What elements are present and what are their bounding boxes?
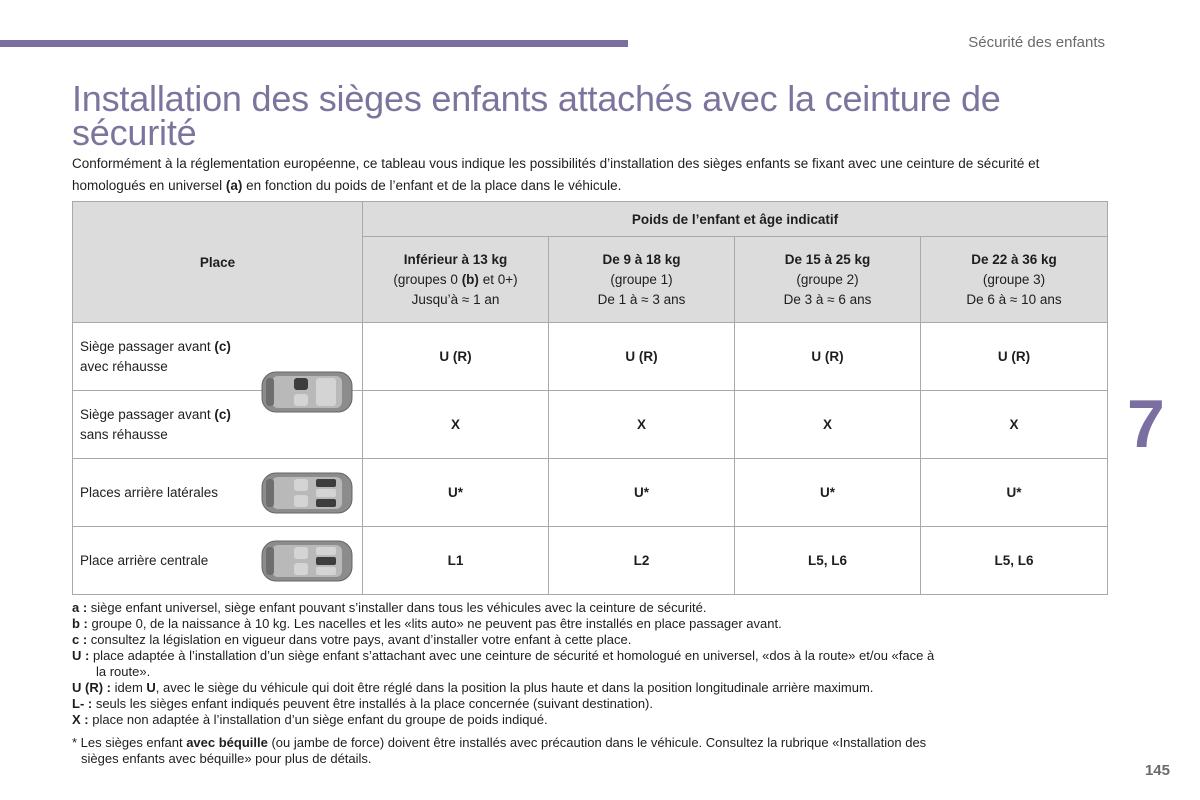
- car-top-view-rear-side-seats-icon: [258, 469, 356, 517]
- column-group: (groupe 1): [610, 271, 673, 287]
- column-header: [921, 237, 1108, 323]
- legend-notes: [72, 600, 1112, 728]
- footnote-line-continued: sièges enfants avec béquille» pour plus de détails.: [81, 751, 372, 766]
- place-label: Places arrière latérales: [80, 484, 219, 500]
- weight-header: Poids de l’enfant et âge indicatif: [363, 202, 1108, 237]
- column-group-text: (groupes 0: [393, 271, 462, 287]
- place-cell: [73, 323, 363, 391]
- legend-note: [72, 696, 1112, 712]
- column-group: (groupe 2): [796, 271, 859, 287]
- legend-note: [72, 712, 1112, 728]
- legend-note: [72, 648, 1112, 664]
- table-cell: U*: [735, 459, 921, 527]
- legend-key: L- :: [72, 696, 93, 711]
- place-detail: sans réhausse: [80, 426, 168, 442]
- intro-text-start: Conformément à la réglementation européenne, ce tableau vous indique les possibilités d’installation des sièges enfants se fixant avec une ceinture de sécurité et homologués en universel: [72, 156, 1040, 193]
- table-cell: L1: [363, 527, 549, 595]
- legend-key: b :: [72, 616, 88, 631]
- place-name: Siège passager avant: [80, 338, 215, 354]
- top-accent-bar: [0, 40, 628, 47]
- table-row: [73, 323, 1108, 391]
- table-cell: U*: [363, 459, 549, 527]
- column-age: Jusqu’à ≈ 1 an: [411, 291, 500, 307]
- legend-note-continued: la route».: [96, 664, 151, 679]
- table-cell: L5, L6: [735, 527, 921, 595]
- page-number: 145: [1144, 762, 1170, 779]
- legend-note: [72, 680, 1112, 696]
- footnote-line: [72, 735, 1112, 751]
- section-header: Sécurité des enfants: [968, 34, 1105, 51]
- intro-paragraph: [72, 153, 1112, 197]
- place-cell: [73, 527, 363, 595]
- column-group: (groupe 3): [982, 271, 1046, 287]
- column-weight: De 22 à 36 kg: [971, 251, 1057, 267]
- legend-text: , avec le siège du véhicule qui doit être réglé dans la position la plus haute et dans la position longitudinale arrière maximum.: [155, 680, 874, 695]
- legend-key: a :: [72, 600, 88, 615]
- place-header: Place: [73, 202, 363, 323]
- place-ref: (c): [214, 338, 231, 354]
- legend-note: [72, 600, 1112, 616]
- footnote: [72, 735, 1112, 767]
- footnote-text: (ou jambe de force) doivent être installés avec précaution dans le véhicule. Consultez la rubrique «Installation des: [267, 735, 927, 750]
- table-cell: X: [549, 391, 735, 459]
- footnote-emphasis: avec béquille: [186, 735, 268, 750]
- legend-text: place non adaptée à l’installation d’un siège enfant du groupe de poids indiqué.: [88, 712, 548, 727]
- legend-key: U (R) :: [72, 680, 111, 695]
- table-cell: U*: [549, 459, 735, 527]
- place-detail: avec réhausse: [80, 358, 168, 374]
- place-label: [80, 405, 231, 445]
- table-cell: U (R): [549, 323, 735, 391]
- intro-ref-a: (a): [225, 178, 243, 193]
- column-weight: Inférieur à 13 kg: [403, 251, 508, 267]
- legend-note: [72, 616, 1112, 632]
- column-header: [549, 237, 735, 323]
- table-row: [73, 391, 1108, 459]
- table-cell: X: [363, 391, 549, 459]
- column-header: [735, 237, 921, 323]
- column-weight: De 15 à 25 kg: [784, 251, 871, 267]
- column-group-ref: (b): [461, 271, 479, 287]
- table-cell: L2: [549, 527, 735, 595]
- car-top-view-front-seat-icon: [258, 368, 356, 416]
- legend-key: U :: [72, 648, 90, 663]
- column-age: De 1 à ≈ 3 ans: [597, 291, 686, 307]
- table-cell: U*: [921, 459, 1108, 527]
- column-weight: De 9 à 18 kg: [602, 251, 681, 267]
- legend-text: idem: [111, 680, 147, 695]
- place-label: [80, 337, 231, 377]
- table-row: [73, 459, 1108, 527]
- place-ref: (c): [214, 406, 231, 422]
- legend-key-inline: U: [146, 680, 156, 695]
- intro-text-end: en fonction du poids de l’enfant et de la place dans le véhicule.: [242, 178, 622, 193]
- car-top-view-rear-center-seat-icon: [258, 537, 356, 585]
- chapter-number: 7: [1127, 386, 1165, 462]
- legend-text: seuls les sièges enfant indiqués peuvent être installés à la place concernée (suivant destination).: [92, 696, 654, 711]
- legend-text: consultez la législation en vigueur dans votre pays, avant d’installer votre enfant à cette place.: [87, 632, 632, 647]
- legend-note: [72, 632, 1112, 648]
- table-cell: U (R): [735, 323, 921, 391]
- legend-text: place adaptée à l’installation d’un siège enfant s’attachant avec une ceinture de sécurité et homologué en universel, «dos à la route» et/ou «face à: [89, 648, 935, 663]
- column-age: De 6 à ≈ 10 ans: [966, 291, 1062, 307]
- legend-key: c :: [72, 632, 88, 647]
- column-group-text-end: et 0+): [478, 271, 518, 287]
- table-cell: X: [921, 391, 1108, 459]
- legend-key: X :: [72, 712, 89, 727]
- page-title: Installation des sièges enfants attachés avec la ceinture de sécurité: [72, 78, 1001, 153]
- place-cell: [73, 459, 363, 527]
- child-seat-table: [72, 201, 1108, 595]
- column-header: [363, 237, 549, 323]
- legend-text: siège enfant universel, siège enfant pouvant s’installer dans tous les véhicules avec la ceinture de sécurité.: [87, 600, 707, 615]
- column-group: [363, 270, 548, 290]
- legend-text: groupe 0, de la naissance à 10 kg. Les nacelles et les «lits auto» ne peuvent pas être installés en place passager avant.: [87, 616, 782, 631]
- table-row: [73, 527, 1108, 595]
- table-cell: X: [735, 391, 921, 459]
- place-name: Siège passager avant: [80, 406, 215, 422]
- table-cell: L5, L6: [921, 527, 1108, 595]
- table-cell: U (R): [921, 323, 1108, 391]
- place-label: Place arrière centrale: [80, 552, 209, 568]
- column-age: De 3 à ≈ 6 ans: [783, 291, 872, 307]
- footnote-text: * Les sièges enfant: [72, 735, 187, 750]
- table-cell: U (R): [363, 323, 549, 391]
